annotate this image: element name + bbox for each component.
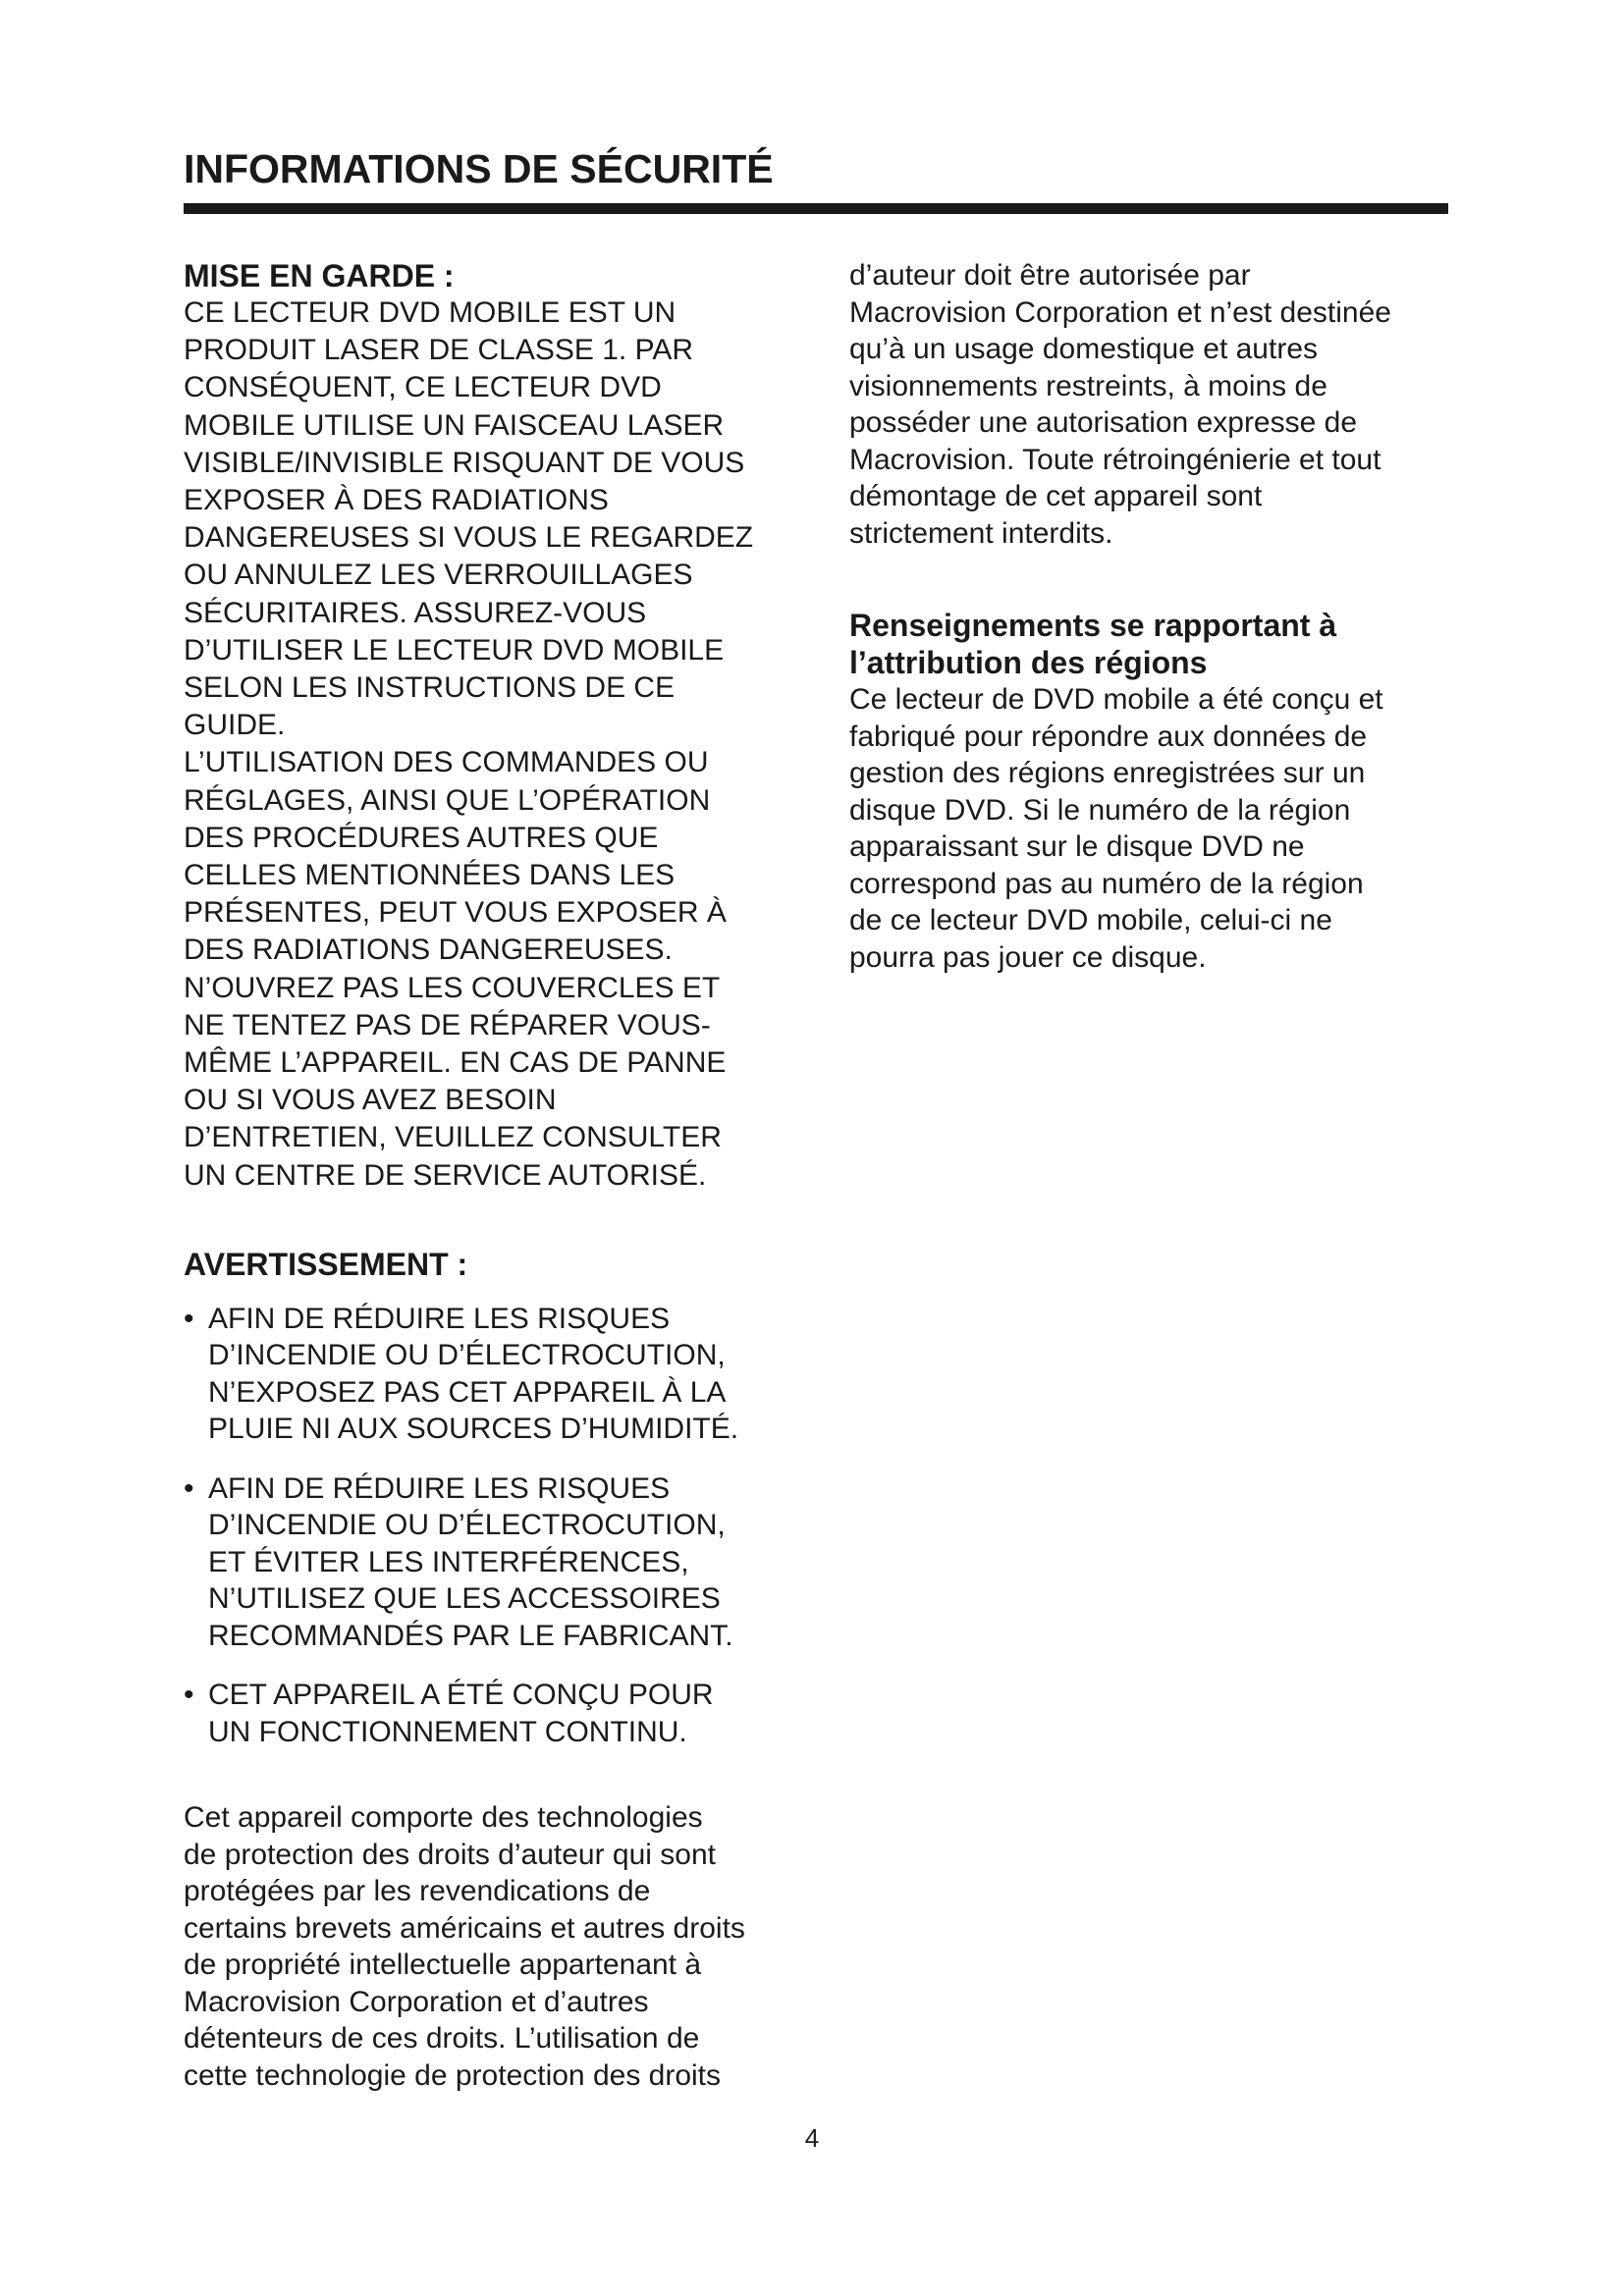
avertissement-heading: AVERTISSEMENT :: [184, 1246, 468, 1282]
regions-text: [849, 681, 1463, 976]
text-line: Macrovision Corporation et n’est destinée: [849, 295, 1391, 329]
page-number: 4: [804, 2123, 820, 2153]
page-title: INFORMATIONS DE SÉCURITÉ: [184, 146, 774, 191]
text-line: D’INCENDIE OU D’ÉLECTROCUTION,: [208, 1509, 726, 1542]
text-line: CET APPAREIL A ÉTÉ CONÇU POUR: [208, 1679, 714, 1712]
text-line: Cet appareil comporte des technologies: [184, 1801, 703, 1835]
bullet-icon: •: [184, 1679, 194, 1712]
left-column: [184, 257, 812, 2094]
text-line: MOBILE UTILISE UN FAISCEAU LASER: [184, 408, 725, 442]
copyright-notice: [184, 1799, 812, 2094]
warning-list: [184, 1301, 812, 1751]
warning-item: [184, 1470, 812, 1655]
text-line: N’EXPOSEZ PAS CET APPAREIL À LA: [208, 1375, 727, 1409]
text-line: CELLES MENTIONNÉES DANS LES: [184, 859, 676, 892]
text-line: L’UTILISATION DES COMMANDES OU: [184, 746, 709, 779]
text-line: AFIN DE RÉDUIRE LES RISQUES: [208, 1302, 671, 1335]
text-line: DANGEREUSES SI VOUS LE REGARDEZ: [184, 521, 754, 555]
right-column: [849, 257, 1463, 976]
bullet-icon: •: [184, 1302, 194, 1335]
text-line: de propriété intellectuelle appartenant à: [184, 1949, 702, 1982]
text-line: correspond pas au numéro de la région: [849, 867, 1364, 900]
text-line: GUIDE.: [184, 709, 286, 742]
text-line: OU ANNULEZ LES VERROUILLAGES: [184, 559, 693, 592]
text-line: D’UTILISER LE LECTEUR DVD MOBILE: [184, 633, 725, 667]
text-line: NE TENTEZ PAS DE RÉPARER VOUS-: [184, 1008, 711, 1041]
bullet-icon: •: [184, 1471, 194, 1505]
text-line: strictement interdits.: [849, 516, 1113, 550]
text-line: détenteurs de ces droits. L’utilisation de: [184, 2022, 700, 2056]
copyright-continued: [849, 257, 1463, 552]
text-line: N’UTILISEZ QUE LES ACCESSOIRES: [208, 1582, 721, 1616]
mise-en-garde-section: [184, 257, 812, 1195]
text-line: ET ÉVITER LES INTERFÉRENCES,: [208, 1545, 689, 1578]
text-line: fabriqué pour répondre aux données de: [849, 720, 1368, 753]
text-line: EXPOSER À DES RADIATIONS: [184, 484, 609, 517]
text-line: PRODUIT LASER DE CLASSE 1. PAR: [184, 334, 694, 367]
text-line: gestion des régions enregistrées sur un: [849, 757, 1366, 789]
text-line: de ce lecteur DVD mobile, celui-ci ne: [849, 904, 1332, 936]
text-line: Macrovision Corporation et d’autres: [184, 1985, 649, 2018]
mise-en-garde-text: [184, 294, 812, 1195]
text-line: Ce lecteur de DVD mobile a été conçu et: [849, 683, 1383, 716]
text-line: disque DVD. Si le numéro de la région: [849, 793, 1351, 827]
title-rule: [184, 203, 1448, 214]
regions-section: [849, 607, 1463, 976]
text-line: démontage de cet appareil sont: [849, 480, 1263, 512]
mise-en-garde-heading: MISE EN GARDE :: [184, 258, 455, 294]
text-line: DES RADIATIONS DANGEREUSES.: [184, 934, 673, 967]
text-line: apparaissant sur le disque DVD ne: [849, 830, 1305, 863]
text-line: D’ENTRETIEN, VEUILLEZ CONSULTER: [184, 1121, 722, 1154]
text-line: UN FONCTIONNEMENT CONTINU.: [208, 1715, 687, 1748]
text-line: N’OUVREZ PAS LES COUVERCLES ET: [184, 971, 721, 1004]
warning-item: [184, 1301, 812, 1448]
text-line: OU SI VOUS AVEZ BESOIN: [184, 1084, 557, 1117]
text-line: PLUIE NI AUX SOURCES D’HUMIDITÉ.: [208, 1413, 739, 1446]
text-line: DES PROCÉDURES AUTRES QUE: [184, 821, 659, 854]
text-line: D’INCENDIE OU D’ÉLECTROCUTION,: [208, 1339, 726, 1372]
avertissement-section: [184, 1246, 812, 1751]
text-line: pourra pas jouer ce disque.: [849, 940, 1207, 974]
text-line: CE LECTEUR DVD MOBILE EST UN: [184, 296, 677, 329]
regions-heading: [849, 607, 1463, 681]
copyright-continued-text: [849, 257, 1463, 552]
text-line: RECOMMANDÉS PAR LE FABRICANT.: [208, 1619, 733, 1652]
text-line: cette technologie de protection des droits: [184, 2058, 722, 2092]
text-line: AFIN DE RÉDUIRE LES RISQUES: [208, 1471, 671, 1505]
text-line: protégées par les revendications de: [184, 1875, 651, 1908]
text-line: Macrovision. Toute rétroingénierie et tout: [849, 443, 1381, 476]
text-line: CONSÉQUENT, CE LECTEUR DVD: [184, 371, 662, 404]
text-line: certains brevets américains et autres droits: [184, 1911, 745, 1945]
warning-item: [184, 1677, 812, 1750]
text-line: visionnements restreints, à moins de: [849, 369, 1327, 402]
copyright-text: [184, 1799, 812, 2094]
text-line: qu’à un usage domestique et autres: [849, 333, 1318, 365]
text-line: de protection des droits d’auteur qui sont: [184, 1838, 717, 1871]
heading-line: Renseignements se rapportant à: [849, 608, 1337, 643]
text-line: d’auteur doit être autorisée par: [849, 259, 1251, 292]
text-line: PRÉSENTES, PEUT VOUS EXPOSER À: [184, 896, 727, 930]
text-line: SELON LES INSTRUCTIONS DE CE: [184, 671, 676, 705]
text-line: UN CENTRE DE SERVICE AUTORISÉ.: [184, 1158, 707, 1192]
text-line: VISIBLE/INVISIBLE RISQUANT DE VOUS: [184, 446, 745, 479]
heading-line: l’attribution des régions: [849, 645, 1208, 680]
text-line: RÉGLAGES, AINSI QUE L’OPÉRATION: [184, 783, 711, 817]
text-line: posséder une autorisation expresse de: [849, 406, 1358, 439]
text-line: SÉCURITAIRES. ASSUREZ-VOUS: [184, 596, 647, 629]
text-line: MÊME L’APPAREIL. EN CAS DE PANNE: [184, 1046, 727, 1080]
